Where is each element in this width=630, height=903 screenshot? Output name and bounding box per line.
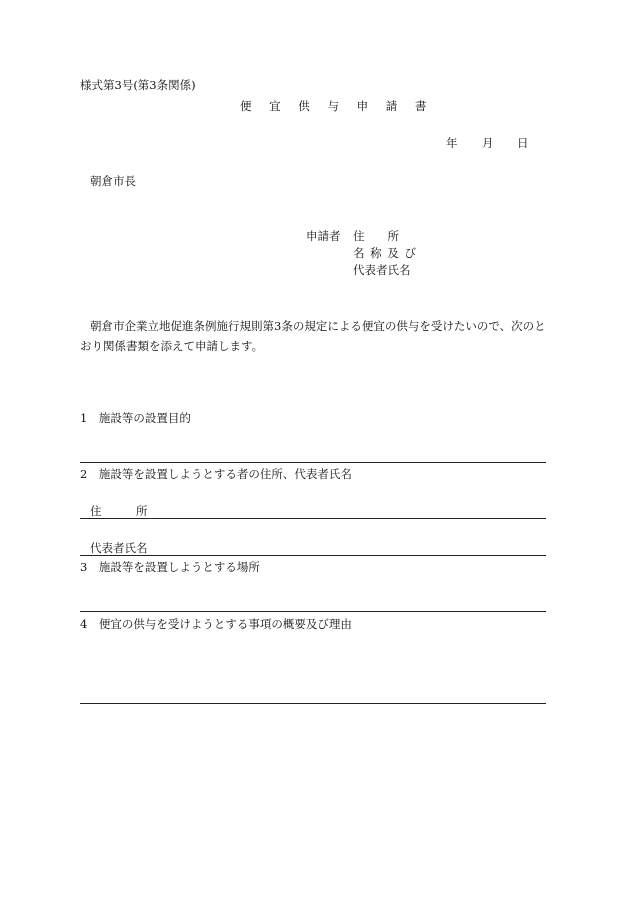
- date-day-label: 日: [517, 136, 529, 150]
- applicant-label: 申請者: [306, 229, 341, 243]
- document-title: 便 宜 供 与 申 請 書: [240, 99, 434, 113]
- body-line-1: 朝倉市企業立地促進条例施行規則第3条の規定による便宜の供与を受けたいので、次のと: [90, 319, 546, 333]
- date-year-label: 年: [446, 136, 458, 150]
- section-4-heading: 4 便宜の供与を受けようとする事項の概要及び理由: [80, 617, 352, 631]
- section-4-answer-line: [80, 703, 546, 704]
- section-2-rep-label: 代表者氏名: [90, 541, 148, 555]
- section-2-address-label: 住 所: [90, 504, 148, 518]
- section-2-rep-line: [80, 555, 546, 556]
- applicant-name-label-2: 代表者氏名: [353, 263, 411, 277]
- section-1-heading: 1 施設等の設置目的: [80, 411, 191, 425]
- body-line-2: おり関係書類を添えて申請します。: [80, 339, 264, 353]
- applicant-address-label: 住 所: [353, 229, 399, 243]
- section-2-heading: 2 施設等を設置しようとする者の住所、代表者氏名: [80, 467, 352, 481]
- date-month-label: 月: [482, 136, 494, 150]
- applicant-name-label-1: 名 称 及 び: [353, 246, 417, 260]
- section-3-answer-line: [80, 611, 546, 612]
- section-3-heading: 3 施設等を設置しようとする場所: [80, 560, 260, 574]
- section-2-address-line: [80, 518, 546, 519]
- form-number: 様式第3号(第3条関係): [80, 78, 196, 92]
- addressee: 朝倉市長: [90, 174, 136, 188]
- section-1-answer-line: [80, 462, 546, 463]
